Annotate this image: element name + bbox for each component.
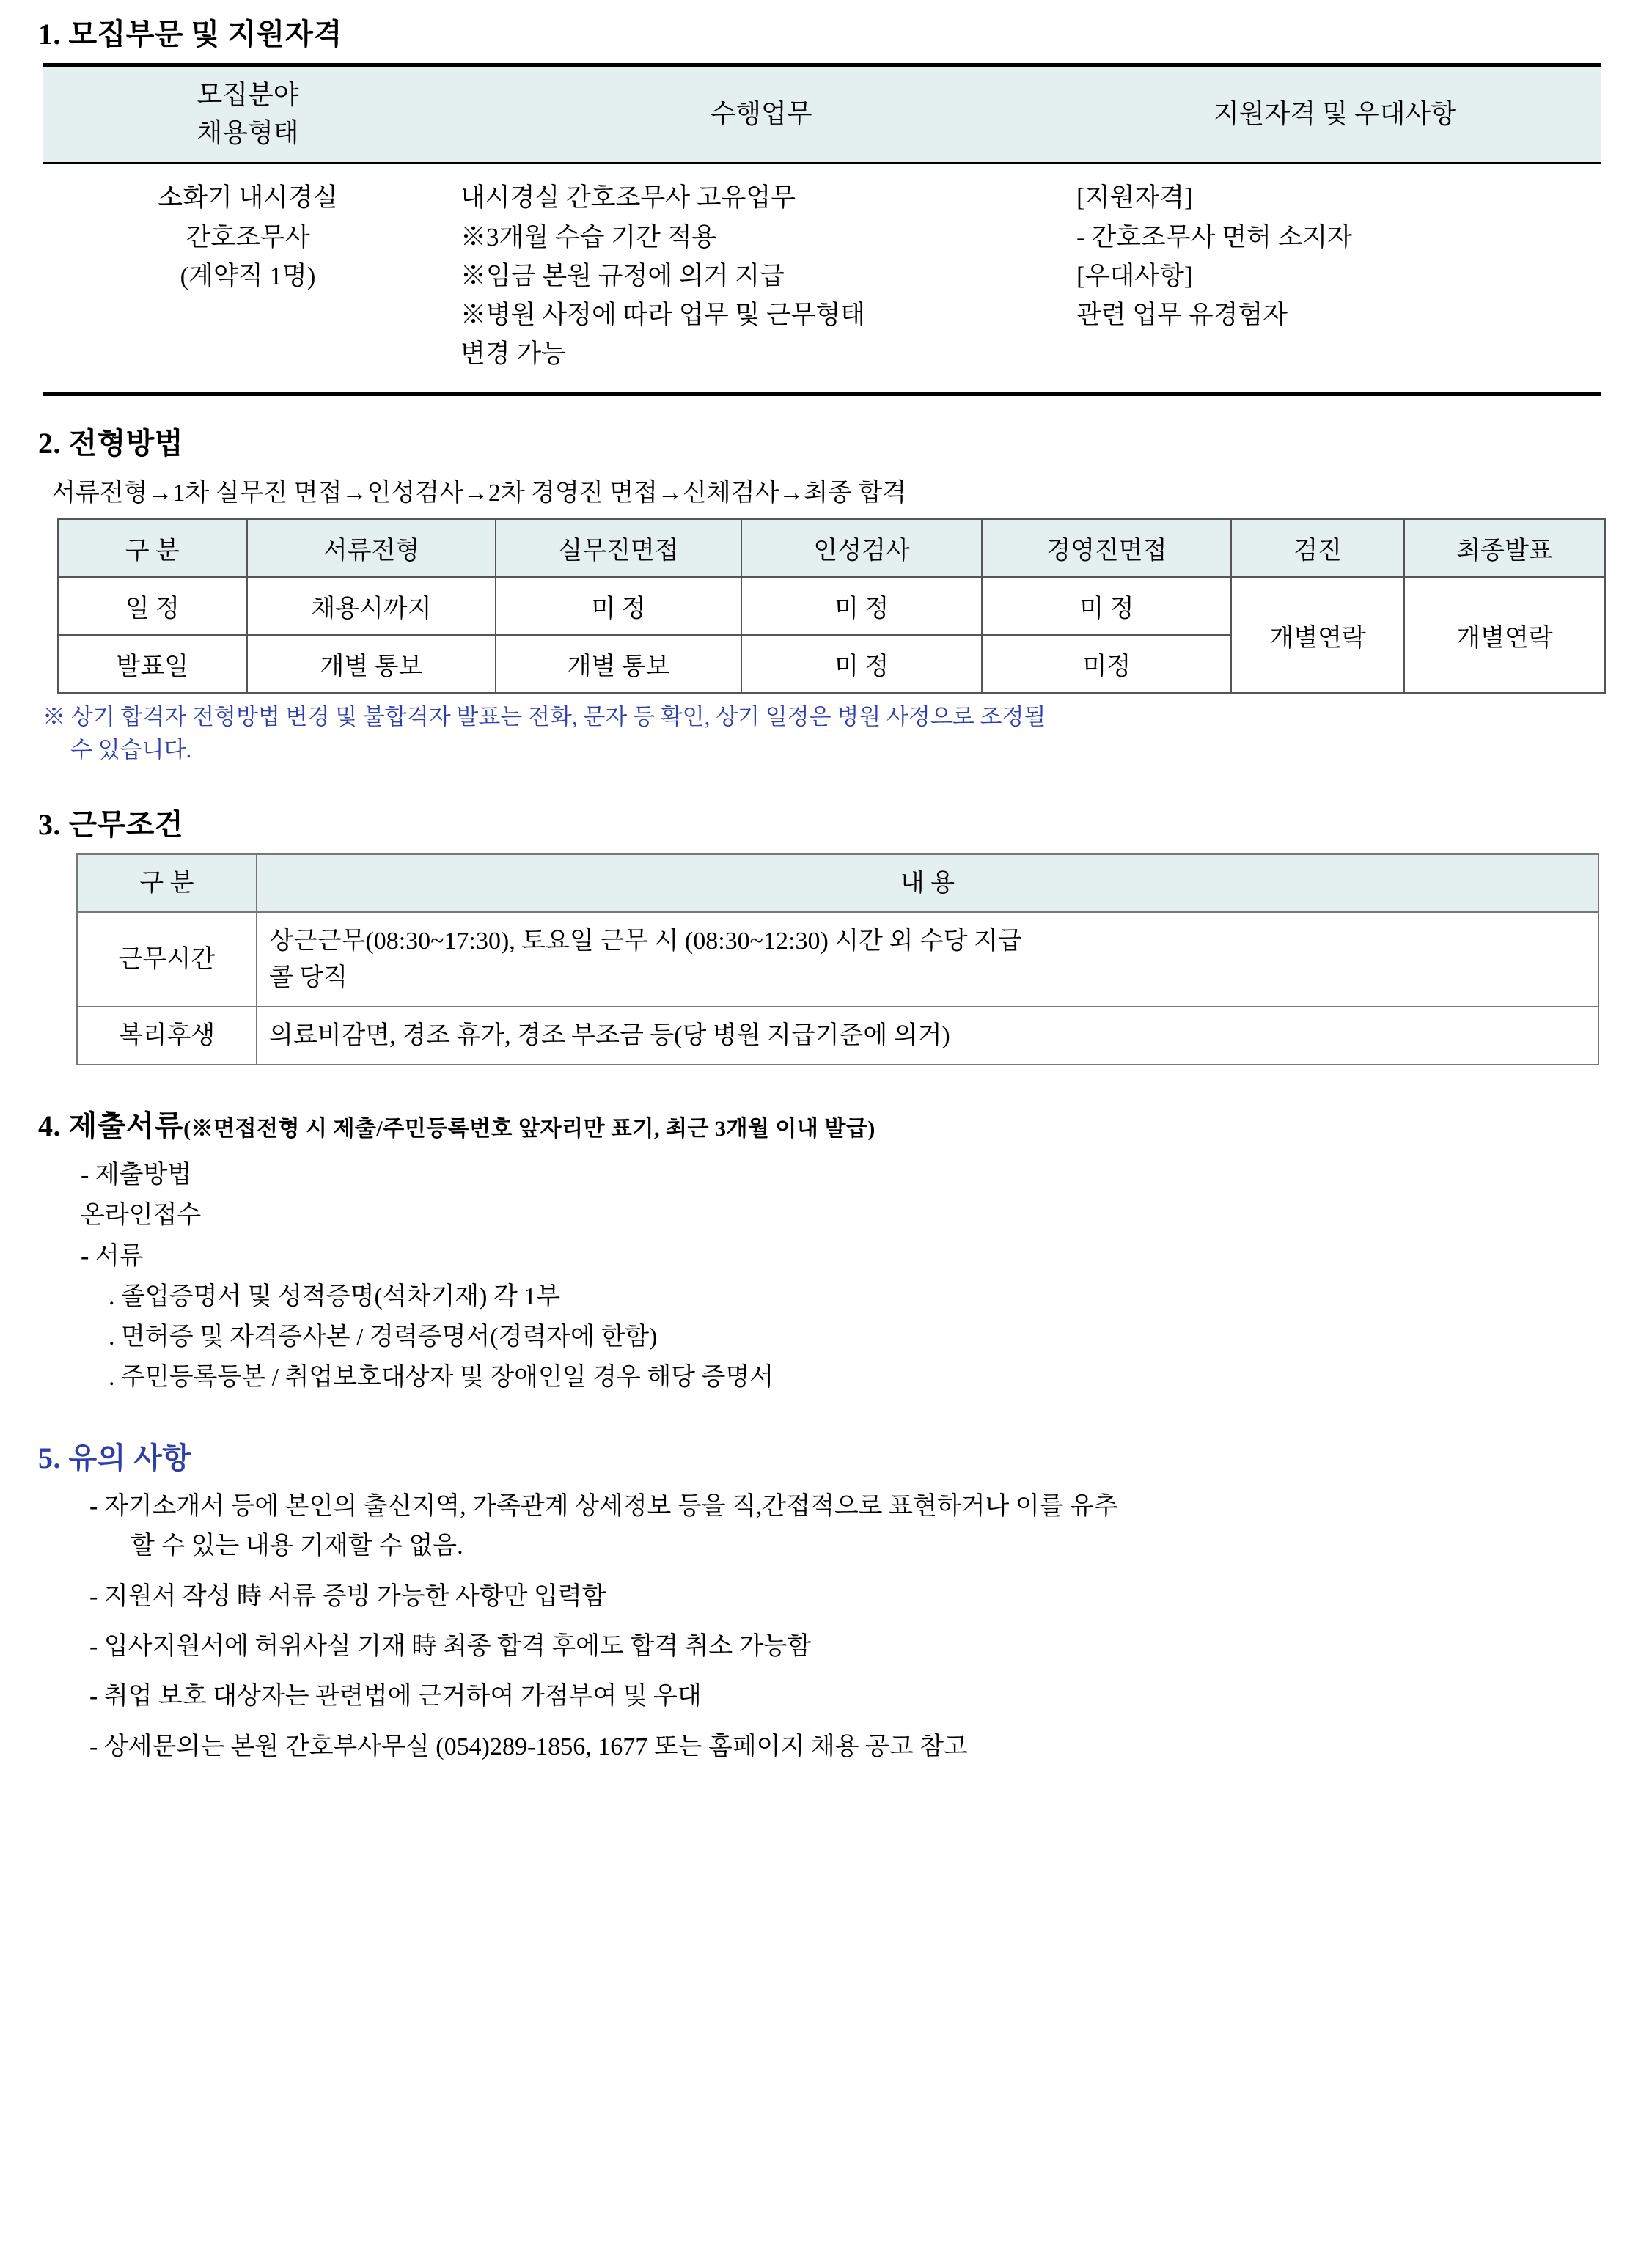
recruitment-table xyxy=(43,63,1601,396)
col-header-final-announcement: 최종발표 xyxy=(1404,519,1605,577)
cell-schedule-document: 채용시까지 xyxy=(247,577,496,635)
section4-heading xyxy=(38,1108,1614,1145)
table-header-row xyxy=(77,854,1598,912)
notice-list xyxy=(38,1487,1614,1767)
list-item: . 주민등록등본 / 취업보호대상자 및 장애인일 경우 해당 증명서 xyxy=(109,1363,774,1391)
cell-schedule-executive: 미 정 xyxy=(982,577,1231,635)
cell-schedule-practical: 미 정 xyxy=(496,577,741,635)
list-item: - 서류 xyxy=(81,1242,144,1270)
col-header-field-line2: 채용형태 xyxy=(197,118,299,148)
schedule-table xyxy=(57,518,1606,694)
field-line: 소화기 내시경실 xyxy=(158,183,338,213)
list-item: - 입사지원서에 허위사실 기재 時 최종 합격 후에도 합격 취소 가능함 xyxy=(89,1633,812,1661)
section-working-conditions xyxy=(38,807,1614,1065)
cell-announce-executive: 미정 xyxy=(982,635,1231,693)
table-row xyxy=(43,163,1601,394)
col-header-field xyxy=(43,65,453,164)
row-label-announcement: 발표일 xyxy=(58,635,247,693)
section4-heading-note: (※면접전형 시 제출/주민등록번호 앞자리만 표기, 최근 3개월 이내 발급) xyxy=(183,1117,875,1142)
list-item: . 면허증 및 자격증사본 / 경력증명서(경력자에 한함) xyxy=(109,1323,658,1351)
section-required-documents xyxy=(38,1108,1614,1397)
section-selection-method xyxy=(38,425,1614,767)
table-header-row xyxy=(43,65,1601,164)
list-item: . 졸업증명서 및 성적증명(석차기재) 각 1부 xyxy=(109,1282,561,1310)
section2-heading: 2. 전형방법 xyxy=(38,427,184,460)
cell-final-contact: 개별연락 xyxy=(1404,577,1605,693)
table-row-working-hours xyxy=(77,912,1598,1007)
cell-field xyxy=(43,163,453,394)
cell-duty xyxy=(453,163,1069,394)
list-item: - 제출방법 xyxy=(81,1161,192,1189)
cell-welfare: 의료비감면, 경조 휴가, 경조 부조금 등(당 병원 지급기준에 의거) xyxy=(257,1007,1598,1065)
cell-working-hours xyxy=(257,912,1598,1007)
duty-line: 변경 가능 xyxy=(460,339,566,369)
working-hours-line2: 콜 당직 xyxy=(269,963,348,991)
col-header-practical-interview: 실무진면접 xyxy=(496,519,741,577)
col-header-duty: 수행업무 xyxy=(453,65,1069,164)
row-label-working-hours: 근무시간 xyxy=(77,912,257,1007)
duty-line: ※임금 본원 규정에 의거 지급 xyxy=(460,261,785,290)
section4-heading-main: 4. 제출서류 xyxy=(38,1109,184,1143)
working-hours-line1: 상근근무(08:30~17:30), 토요일 근무 시 (08:30~12:30) 시간 외 수당 지급 xyxy=(269,928,1022,955)
selection-note-line2: 수 있습니다. xyxy=(70,737,192,763)
section-recruitment xyxy=(38,16,1614,396)
row-label-welfare: 복리후생 xyxy=(77,1007,257,1065)
table-row-schedule xyxy=(58,577,1605,635)
list-item xyxy=(89,1487,1614,1567)
qualification-line: [지원자격] xyxy=(1076,183,1193,213)
cell-qualification xyxy=(1069,163,1601,394)
document-list xyxy=(38,1155,1614,1397)
list-item: - 상세문의는 본원 간호부사무실 (054)289-1856, 1677 또는 홈페이지 채용 공고 참고 xyxy=(89,1733,968,1760)
list-item: - 취업 보호 대상자는 관련법에 근거하여 가점부여 및 우대 xyxy=(89,1683,702,1711)
col-header-document-screening: 서류전형 xyxy=(247,519,496,577)
row-label-schedule: 일 정 xyxy=(58,577,247,635)
col-header-executive-interview: 경영진면접 xyxy=(982,519,1231,577)
list-item: 온라인접수 xyxy=(81,1202,202,1230)
notice-text-cont: 할 수 있는 내용 기재할 수 없음. xyxy=(131,1532,463,1560)
col-header-field-line1: 모집분야 xyxy=(197,80,299,109)
col-header-division: 구 분 xyxy=(58,519,247,577)
field-line: 간호조무사 xyxy=(186,222,310,251)
duty-line: 내시경실 간호조무사 고유업무 xyxy=(460,183,796,213)
duty-line: ※병원 사정에 따라 업무 및 근무형태 xyxy=(460,300,866,329)
table-row-welfare xyxy=(77,1007,1598,1065)
notice-text: - 자기소개서 등에 본인의 출신지역, 가족관계 상세정보 등을 직,간접적으로 표현하거나 이를 유추 xyxy=(89,1492,1118,1520)
col-header-content: 내 용 xyxy=(257,854,1598,912)
cell-schedule-personality: 미 정 xyxy=(741,577,983,635)
col-header-qualification: 지원자격 및 우대사항 xyxy=(1069,65,1601,164)
working-conditions-table xyxy=(76,853,1599,1065)
list-item: - 지원서 작성 時 서류 증빙 가능한 사항만 입력함 xyxy=(89,1582,606,1610)
col-header-personality-test: 인성검사 xyxy=(741,519,983,577)
cell-announce-document: 개별 통보 xyxy=(247,635,496,693)
selection-flow-text: 서류전형→1차 실무진 면접→인성검사→2차 경영진 면접→신체검사→최종 합격 xyxy=(51,480,907,507)
qualification-line: [우대사항] xyxy=(1076,261,1193,290)
col-header-medical-checkup: 검진 xyxy=(1231,519,1404,577)
section5-heading: 5. 유의 사항 xyxy=(38,1441,191,1474)
table-header-row xyxy=(58,519,1605,577)
section-notices xyxy=(38,1440,1614,1767)
qualification-line: 관련 업무 유경험자 xyxy=(1076,300,1288,329)
cell-announce-personality: 미 정 xyxy=(741,635,983,693)
field-line: (계약직 1명) xyxy=(180,261,316,290)
selection-note xyxy=(43,701,1612,767)
duty-line: ※3개월 수습 기간 적용 xyxy=(460,222,717,251)
cell-announce-practical: 개별 통보 xyxy=(496,635,741,693)
col-header-division: 구 분 xyxy=(77,854,257,912)
selection-note-line1: ※ 상기 합격자 전형방법 변경 및 불합격자 발표는 전화, 문자 등 확인, 상기 일정은 병원 사정으로 조정될 xyxy=(43,704,1046,730)
qualification-line: - 간호조무사 면허 소지자 xyxy=(1076,222,1353,251)
section1-heading: 1. 모집부문 및 지원자격 xyxy=(38,18,342,51)
section3-heading: 3. 근무조건 xyxy=(38,808,184,842)
cell-medical-contact: 개별연락 xyxy=(1231,577,1404,693)
